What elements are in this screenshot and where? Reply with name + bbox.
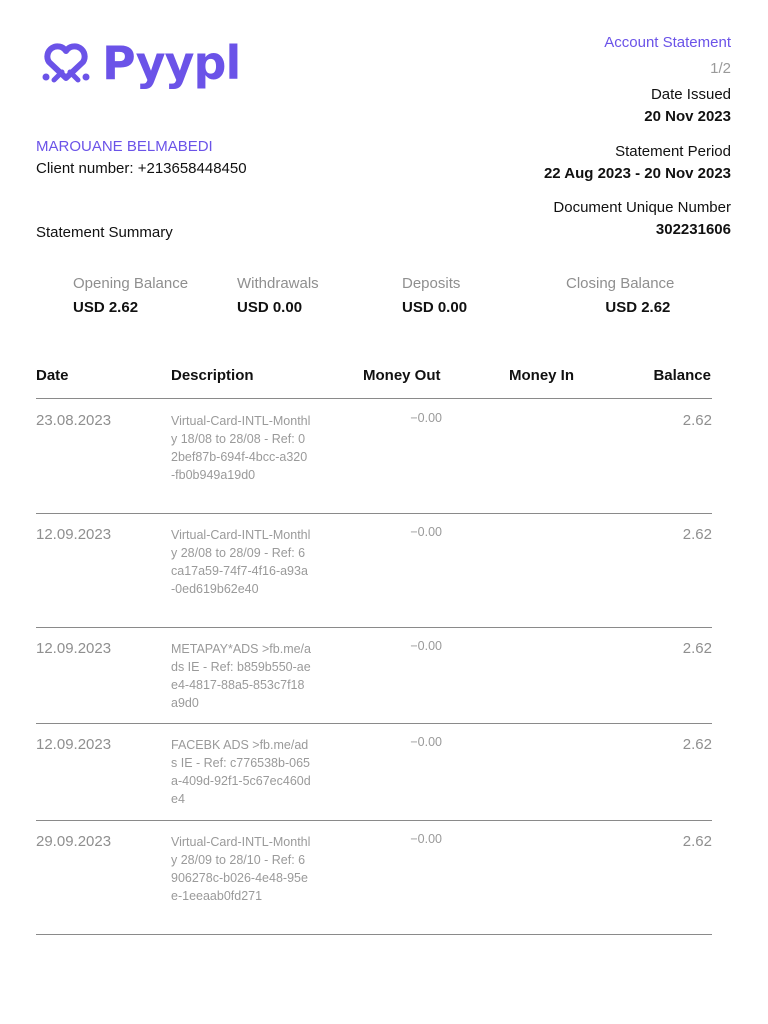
row-description: METAPAY*ADS >fb.me/ads IE - Ref: b859b550-aee4-4817-88a5-853c7f18a9d0 (171, 642, 311, 710)
table-header-divider (36, 398, 712, 399)
page-number: 1/2 (710, 60, 731, 77)
row-date: 12.09.2023 (36, 640, 112, 657)
column-header-date: Date (36, 367, 69, 384)
summary-value: USD 0.00 (237, 299, 303, 316)
table-row (36, 404, 712, 513)
date-issued-label: Date Issued (650, 86, 731, 103)
row-date: 12.09.2023 (36, 736, 112, 753)
row-money-out: −0.00 (410, 411, 442, 425)
date-issued-value: 20 Nov 2023 (644, 108, 731, 125)
row-money-out: −0.00 (410, 735, 442, 749)
row-balance: 2.62 (682, 640, 712, 657)
document-type: Account Statement (604, 34, 731, 51)
pyypl-heart-logo-icon (40, 42, 92, 84)
summary-label: Opening Balance (73, 275, 189, 292)
summary-label: Closing Balance (566, 275, 675, 292)
statement-period-label: Statement Period (615, 143, 731, 160)
column-header-description: Description (171, 367, 254, 384)
row-date: 12.09.2023 (36, 526, 112, 543)
table-row (36, 518, 712, 627)
document-number-label: Document Unique Number (553, 199, 731, 216)
row-divider (36, 820, 712, 821)
row-balance: 2.62 (682, 833, 712, 850)
row-divider (36, 513, 712, 514)
row-money-out: −0.00 (410, 525, 442, 539)
summary-deposits (402, 275, 467, 316)
row-date: 29.09.2023 (36, 833, 112, 850)
column-header-balance: Balance (653, 367, 711, 384)
row-balance: 2.62 (682, 526, 712, 543)
table-row (36, 632, 712, 723)
column-header-money-out: Money Out (363, 367, 441, 384)
statement-summary-title: Statement Summary (36, 224, 173, 241)
summary-withdrawals (237, 275, 319, 316)
row-money-out: −0.00 (410, 832, 442, 846)
column-header-money-in: Money In (509, 367, 575, 384)
client-name: MAROUANE BELMABEDI (36, 138, 213, 155)
row-divider (36, 723, 712, 724)
row-balance: 2.62 (682, 412, 712, 429)
brand-logo (40, 36, 240, 90)
row-balance: 2.62 (682, 736, 712, 753)
row-date: 23.08.2023 (36, 412, 112, 429)
summary-label: Withdrawals (237, 275, 319, 292)
summary-value: USD 0.00 (402, 299, 468, 316)
summary-value: USD 2.62 (605, 299, 671, 316)
brand-name: Pyypl (102, 36, 241, 90)
row-description: Virtual-Card-INTL-Monthly 18/08 to 28/08 - Ref: 02bef87b-694f-4bcc-a320-fb0b949a19d0 (171, 414, 311, 482)
summary-value: USD 2.62 (73, 299, 139, 316)
row-money-out: −0.00 (410, 639, 442, 653)
summary-closing-balance (566, 275, 674, 316)
document-number-value: 302231606 (655, 221, 731, 238)
client-number: Client number: +213658448450 (36, 160, 247, 177)
row-description: Virtual-Card-INTL-Monthly 28/08 to 28/09 - Ref: 6ca17a59-74f7-4f16-a93a-0ed619b62e40 (171, 528, 311, 596)
row-description: Virtual-Card-INTL-Monthly 28/09 to 28/10 - Ref: 6906278c-b026-4e48-95ee-1eeaab0fd271 (171, 835, 311, 903)
summary-opening-balance (73, 275, 188, 316)
table-bottom-divider (36, 934, 712, 935)
summary-label: Deposits (402, 275, 461, 292)
table-row (36, 728, 712, 820)
statement-period-value: 22 Aug 2023 - 20 Nov 2023 (543, 165, 731, 182)
row-description: FACEBK ADS >fb.me/ads IE - Ref: c776538b-065a-409d-92f1-5c67ec460de4 (171, 738, 311, 806)
row-divider (36, 627, 712, 628)
table-row (36, 825, 712, 934)
